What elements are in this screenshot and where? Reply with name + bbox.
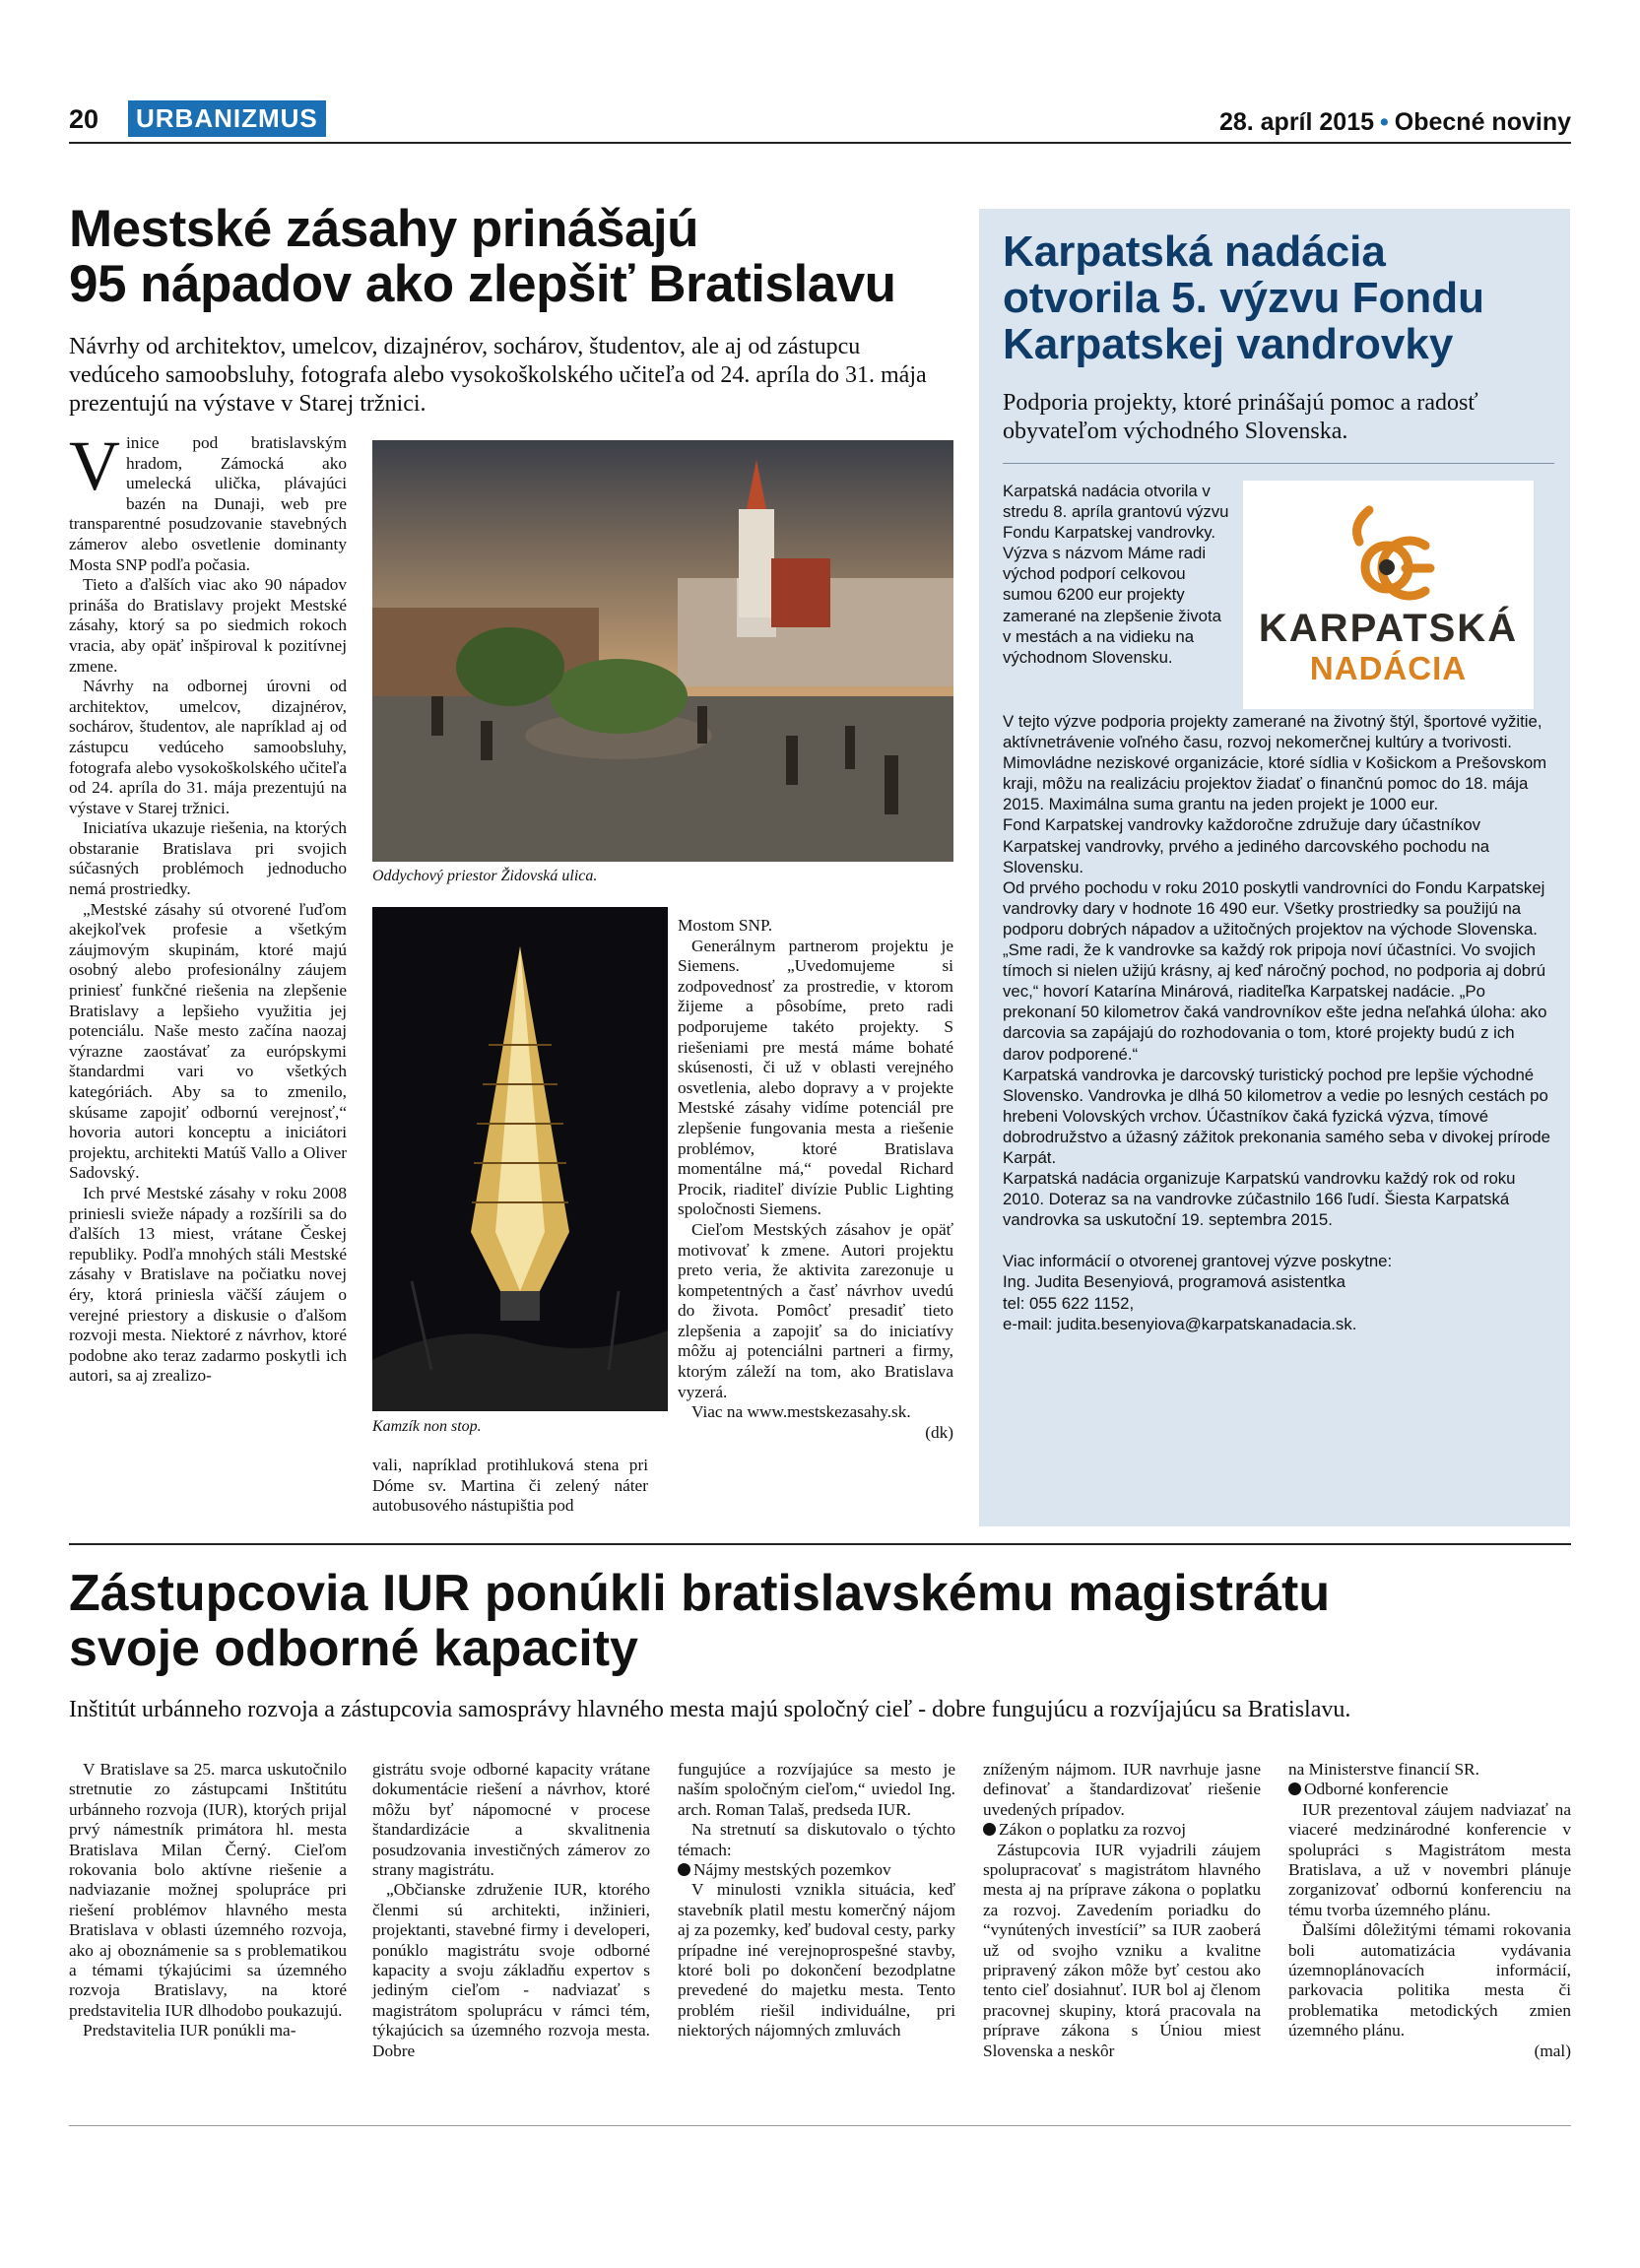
photo-kamzik bbox=[372, 907, 668, 1411]
paragraph: zníženým nájmom. IUR navrhuje jasne definovať a štandardizovať riešenie uvedených prípadov. bbox=[983, 1760, 1261, 1819]
article1-column-3 bbox=[678, 916, 953, 1443]
paragraph: Zástupcovia IUR vyjadrili záujem spolupracovať s magistrátom hlavného mesta aj na príprave zákona o poplatku za rozvoj. Zavedením poriadku do “vynútených investícií” sa IUR zaoberá už od svojho vzniku a kvalitne pripravený zákon môže byť cestou ako tento cieľ dosiahnuť. IUR bol aj členom pracovnej skupiny, ktorá pracovala na príprave zákona s Úniou miest Slovenska a neskôr bbox=[983, 1840, 1261, 2060]
paragraph: Návrhy na odbornej úrovni od architektov, umelcov, dizajnérov, sochárov, študentov, ale napríklad aj od zástupcu vedúceho samoobsluhy, fotografa alebo vysokoškolského učiteľa od 24. apríla do 31. mája prezentujú na výstave v Starej tržnici. bbox=[69, 677, 347, 817]
photo-zidovska-ulica bbox=[372, 440, 953, 862]
paragraph: Od prvého pochodu v roku 2010 poskytli vandrovníci do Fondu Karpatskej vandrovky dary v hodnote 16 490 eur. Všetky prostriedky sa použijú na podporu dobrých nápadov a užitočných projektov na východe Slovenska. bbox=[1003, 877, 1545, 939]
paragraph: Cieľom Mestských zásahov je opäť motivovať k zmene. Autori projektu preto veria, že aktivita zarezonuje u kompetentných a časť návrhov uvedú do života. Pomôcť presadiť tieto zlepšenia a zapojiť sa do iniciatívy môžu aj potenciálni partneri a firmy, ktorým záleží na tom, ako Bratislava vyzerá. bbox=[678, 1219, 953, 1401]
bottom-rule bbox=[69, 2125, 1571, 2126]
headline-line: Karpatská nadácia bbox=[1003, 227, 1386, 276]
paragraph: Iniciatíva ukazuje riešenia, na ktorých obstaranie Bratislava pri svojich súčasných problémoch jednoducho nemá prostriedky. bbox=[69, 818, 347, 899]
article2-headline bbox=[69, 1566, 1586, 1676]
headline-line: 95 nápadov ako zlepšiť Bratislavu bbox=[69, 255, 896, 313]
paragraph: V minulosti vznikla situácia, keď stavebník platil mestu komerčný nájom aj za pozemky, keď budoval cesty, parky prípadne iné verejnoprospešné stavby, ktoré boli po dokončení bezodplatne prevedené do majetku mesta. Tento problém riešil individuálne, pri niektorých nájomných zmluvách bbox=[678, 1880, 955, 2041]
headline-line: otvorila 5. výzvu Fondu bbox=[1003, 274, 1484, 322]
paragraph: vali, napríklad protihluková stena pri Dóme sv. Martina či zelený náter autobusového nástupištia pod bbox=[372, 1456, 648, 1516]
paragraph: Predstavitelia IUR ponúkli ma- bbox=[83, 2021, 296, 2041]
paragraph: Karpatská nadácia organizuje Karpatskú vandrovku každý rok od roku 2010. Doteraz sa na vandrovke zúčastnilo 166 ľudí. Šiesta Karpatská vandrovka sa uskutoční 19. septembra 2015. bbox=[1003, 1169, 1516, 1230]
subheading-text: Odborné konferencie bbox=[1304, 1780, 1449, 1799]
sidebar-divider bbox=[1003, 463, 1554, 464]
tower-illustration bbox=[372, 907, 668, 1411]
paragraph: „Občianske združenie IUR, ktorého členmi sú architekti, inžinieri, projektanti, stavebné firmy i developeri, ponúklo magistrátu svoje odborné kapacity a svoju základňu expertov s jediným cieľom - nadviazať s magistrátom spoluprácu v rámci tém, týkajúcich sa územného rozvoja mesta. Dobre bbox=[372, 1880, 650, 2060]
bullet-icon bbox=[678, 1863, 690, 1876]
paragraph: Na stretnutí sa diskutovalo o týchto témach: bbox=[678, 1820, 955, 1859]
headline-line: Karpatskej vandrovky bbox=[1003, 320, 1454, 368]
paragraph: Tieto a ďalších viac ako 90 nápadov prináša do Bratislavy projekt Mestské zásahy, ktorý sa po siedmich rokoch vracia, aby opäť inšpiroval k pozitívnej zmene. bbox=[69, 575, 347, 676]
logo-text-karpatska: KARPATSKÁ bbox=[1258, 607, 1519, 650]
dropcap: V bbox=[69, 426, 120, 505]
paragraph: Viac na www.mestskezasahy.sk. bbox=[691, 1402, 911, 1422]
paragraph: Mostom SNP. bbox=[678, 916, 773, 935]
header-rule bbox=[69, 142, 1571, 144]
article2-column-3 bbox=[678, 1760, 955, 2041]
paragraph: inice pod bratislavským hradom, Zámocká ako umelecká ulička, plávajúci bazén na Dunaji, web pre transparentné posudzovanie stavebných zámerov alebo osvetlenie dominanty Mosta SNP podľa počasia. bbox=[69, 433, 347, 574]
article2-column-5 bbox=[1288, 1760, 1571, 2061]
photo2-caption: Kamzík non stop. bbox=[372, 1418, 482, 1435]
subheading bbox=[678, 1860, 955, 1880]
headline-line: Mestské zásahy prinášajú bbox=[69, 200, 699, 258]
paragraph: „Sme radi, že k vandrovke sa každý rok pripoja noví účastníci. Vo svojich tímoch si nielen užijú krásny, aj keď náročný pochod, no podporia aj dobrú vec,“ hovorí Katarína Minárová, riaditeľka Karpatskej nadácie. „Po prekonaní 50 kilometrov čaká vandrovníkov ešte jedna neľahká úloha: ako darcovia sa zapájajú do rozhodovania o tom, ktoré projekty budú z ich darov podporené.“ bbox=[1003, 940, 1547, 1064]
page-number: 20 bbox=[69, 104, 99, 134]
photo-illustration bbox=[372, 440, 953, 862]
contact-email: e-mail: judita.besenyiova@karpatskanadacia.sk. bbox=[1003, 1314, 1357, 1333]
subheading-text: Nájmy mestských pozemkov bbox=[693, 1860, 891, 1880]
subheading bbox=[1288, 1780, 1571, 1799]
paragraph: Karpatská vandrovka je darcovský turistický pochod pre lepšie východné Slovensko. Vandrovka je dlhá 50 kilometrov a vedie po lesných cestách po hrebeni Volovských vrchov. Účastníkov čaká fyzická výzva, tímové dobrodružstvo a úžasný zážitok prekonania samého seba v divokej prírode Karpát. bbox=[1003, 1065, 1550, 1167]
publication-name: Obecné noviny bbox=[1394, 108, 1571, 136]
article1-column-1 bbox=[69, 426, 347, 1387]
contact-name: Ing. Judita Besenyiová, programová asistentka bbox=[1003, 1272, 1345, 1292]
article1-lead: Návrhy od architektov, umelcov, dizajnérov, sochárov, študentov, ale aj od zástupcu vedúceho samoobsluhy, fotografa alebo vysokoškolského učiteľa od 24. apríla do 31. mája prezentujú na výstave v Starej tržnici. bbox=[69, 334, 927, 417]
subheading bbox=[983, 1820, 1261, 1840]
paragraph: V tejto výzve podporia projekty zamerané na životný štýl, športové vyžitie, aktívnetrávenie voľného času, rozvoj nekomerčnej kultúry a tvorivosti. Mimovládne neziskové organizácie, ktoré sídlia v Košickom a Prešovskom kraji, môžu na realizáciu projektov žiadať o finančnú pomoc do 18. mája 2015. Maximálna suma grantu na jeden projekt je 1000 eur. bbox=[1003, 712, 1547, 814]
sidebar-body bbox=[1003, 711, 1554, 1334]
article1-headline bbox=[69, 202, 955, 312]
subheading-text: Zákon o poplatku za rozvoj bbox=[999, 1820, 1187, 1840]
article2-column-1 bbox=[69, 1760, 347, 2041]
contact-intro: Viac informácií o otvorenej grantovej výzve poskytne: bbox=[1003, 1252, 1393, 1271]
article1-signature: (dk) bbox=[925, 1422, 953, 1442]
sidebar-intro: Karpatská nadácia otvorila v stredu 8. apríla grantovú výzvu Fondu Karpatskej vandrovky. Výzva s názvom Máme radi východ podporí celkovou sumou 6200 eur projekty zamerané na zlepšenie života v mestách a na vidieku na východnom Slovensku. bbox=[1003, 482, 1229, 667]
section-label: URBANIZMUS bbox=[128, 100, 326, 137]
sidebar-headline bbox=[1003, 228, 1554, 367]
article-divider bbox=[69, 1543, 1571, 1545]
headline-line: Zástupcovia IUR ponúkli bratislavskému magistrátu bbox=[69, 1565, 1331, 1622]
paragraph: Generálnym partnerom projektu je Siemens. „Uvedomujeme si zodpovednosť za prostredie, v ktorom žijeme a pôsobíme, preto radi podporujeme takéto projekty. S riešeniami pre mestá máme bohaté skúsenosti, či už v oblasti verejného osvetlenia, alebo dopravy a v projekte Mestské zásahy vidíme potenciál pre zlepšenie fungovania mesta a riešenie problémov, ktoré Bratislava momentálne má,“ povedal Richard Procik, riaditeľ divízie Public Lighting spoločnosti Siemens. bbox=[678, 936, 953, 1219]
logo-text-nadacia: NADÁCIA bbox=[1309, 650, 1468, 686]
karpatska-logo bbox=[1243, 481, 1534, 709]
bullet-icon bbox=[1288, 1782, 1301, 1795]
article2-column-2 bbox=[372, 1760, 650, 2061]
paragraph: V Bratislave sa 25. marca uskutočnilo stretnutie zo zástupcami Inštitútu urbánneho rozvoja (IUR), ktorých prijal prvý námestník primátora hl. mesta Bratislava Milan Černý. Cieľom rokovania bolo aktívne riešenie a nadviazanie možnej spolupráce pri riešení problémov hlavného mesta Bratislava v oblasti územného rozvoja, ako aj oboznámenie sa s problematikou a témami týkajúcimi sa územného rozvoja Bratislavy, na ktoré predstavitelia IUR dlhodobo poukazujú. bbox=[69, 1760, 347, 2020]
paragraph: Ďalšími dôležitými témami rokovania boli automatizácia vydávania územnoplánovacích informácií, parkovacia politika mesta či problematika metodických zmien územného plánu. bbox=[1288, 1920, 1571, 2041]
paragraph: gistrátu svoje odborné kapacity vrátane dokumentácie riešení a návrhov, ktoré môžu byť nápomocné v procese štandardizácie a skvalitnenia posudzovania investičných zámerov zo strany magistrátu. bbox=[372, 1760, 650, 1880]
header-date-publication bbox=[1219, 108, 1571, 137]
issue-date: 28. apríl 2015 bbox=[1218, 108, 1375, 136]
paragraph: fungujúce a rozvíjajúce sa mesto je naším spoločným cieľom,“ uviedol Ing. arch. Roman Talaš, predseda IUR. bbox=[678, 1760, 955, 1819]
paragraph: Fond Karpatskej vandrovky každoročne združuje dary účastníkov Karpatskej vandrovky, prvého a jediného darcovského pochodu na Slovensku. bbox=[1003, 815, 1490, 876]
article1-column-2 bbox=[372, 1456, 648, 1517]
contact-phone: tel: 055 622 1152, bbox=[1003, 1293, 1135, 1313]
paragraph: „Mestské zásahy sú otvorené ľuďom akejkoľvek profesie a všetkým záujmovým skupinám, ktoré majú osobný alebo profesionálny záujem priniesť funkčné riešenia na zlepšenie Bratislavy a lepšieho využitia jej potenciálu. Naše mesto začína naozaj výrazne zaostávať za európskymi štandardmi vari vo všetkých kategóriách. Aby sa to zmenilo, skúsame zapojiť odbornú verejnosť,“ hovoria autori konceptu a iniciátori projektu, architekti Matúš Vallo a Oliver Sadovský. bbox=[69, 899, 347, 1183]
paragraph: Ich prvé Mestské zásahy v roku 2008 priniesli svieže nápady a rozšírili sa do ďalších 13 miest, vrátane Českej republiky. Podľa mnohých stáli Mestské zásahy v Bratislave na počiatku novej éry, ktorá priniesla väčší záujem o verejné priestory a diskusie o ďalšom rozvoji mesta. Niektoré z návrhov, ktoré podobne ako teraz zadarmo poskytli ich autori, sa aj zrealizo- bbox=[69, 1183, 347, 1386]
separator-dot: • bbox=[1380, 108, 1389, 136]
article2-signature: (mal) bbox=[1534, 2041, 1571, 2060]
paragraph: IUR prezentoval záujem nadviazať na viaceré medzinárodné konferencie v spolupráci s Magistrátom mesta Bratislava, a už v novembri plánuje zorganizovať odbornú konferenciu na tému tvorba územného plánu. bbox=[1288, 1799, 1571, 1919]
article2-column-4 bbox=[983, 1760, 1261, 2061]
article2-lead: Inštitút urbánneho rozvoja a zástupcovia samosprávy hlavného mesta majú spoločný cieľ - dobre fungujúcu a rozvíjajúcu sa Bratislavu. bbox=[69, 1697, 1351, 1722]
sidebar-lead: Podporia projekty, ktoré prinášajú pomoc a radosť obyvateľom východného Slovenska. bbox=[1003, 390, 1478, 444]
paragraph: na Ministerstve financií SR. bbox=[1288, 1760, 1479, 1779]
photo1-caption: Oddychový priestor Židovská ulica. bbox=[372, 868, 598, 884]
headline-line: svoje odborné kapacity bbox=[69, 1620, 638, 1677]
bullet-icon bbox=[983, 1823, 996, 1836]
